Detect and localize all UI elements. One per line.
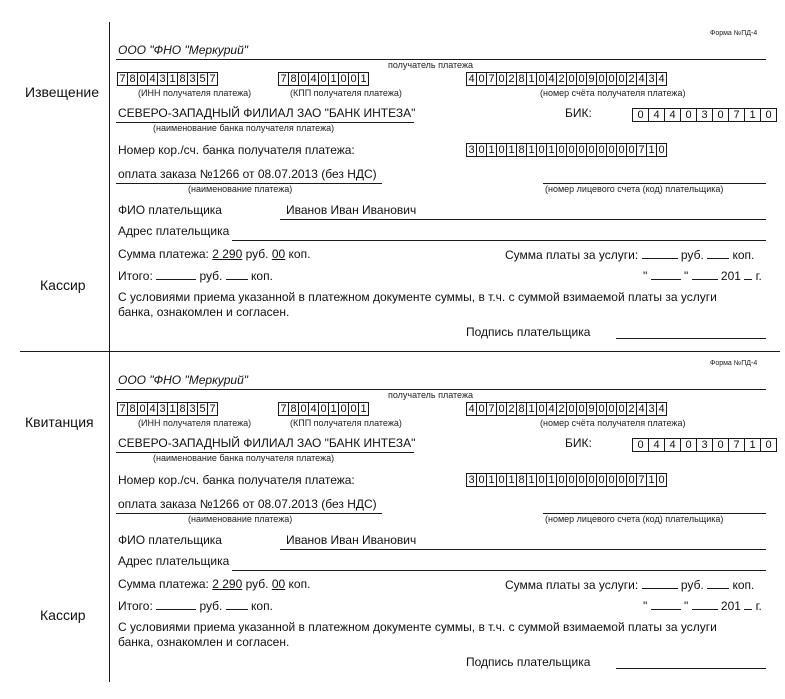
service-kop-blank (707, 247, 729, 259)
digit-box: 3 (188, 402, 198, 416)
digit-box: 5 (198, 402, 208, 416)
digit-box: 0 (627, 143, 637, 157)
signature-label: Подпись плательщика (466, 325, 591, 339)
payment-purpose: оплата заказа №1266 от 08.07.2013 (без НДС) (118, 497, 377, 511)
date-day-blank (651, 598, 681, 610)
digit-box: 7 (487, 402, 497, 416)
digit-box: 4 (657, 72, 667, 86)
total-kop-blank (226, 268, 248, 280)
digit-box: 0 (657, 473, 667, 487)
digit-box: 8 (128, 72, 138, 86)
payer-fio: Иванов Иван Иванович (286, 203, 417, 217)
kpp-boxes (278, 402, 369, 416)
digit-box: 1 (487, 143, 497, 157)
digit-box: 4 (547, 72, 557, 86)
bik-label: БИК: (565, 436, 592, 450)
digit-box: 7 (208, 72, 218, 86)
digit-box: 1 (507, 473, 517, 487)
digit-box: 0 (349, 72, 359, 86)
bik-label: БИК: (565, 106, 592, 120)
digit-box: 0 (477, 473, 487, 487)
digit-box: 4 (665, 438, 681, 452)
date-quote-close: " (683, 269, 689, 283)
payer-fio-label: ФИО плательщика (118, 203, 222, 217)
digit-box: 8 (517, 143, 527, 157)
inn-boxes (117, 72, 218, 86)
signature-underline (616, 338, 766, 339)
total-rub-blank (156, 598, 196, 610)
payer-address-label: Адрес плательщика (118, 224, 230, 238)
digit-box: 4 (649, 108, 665, 122)
digit-box: 0 (587, 473, 597, 487)
digit-box: 4 (637, 402, 647, 416)
payment-slip (0, 352, 785, 682)
total-kop-blank (226, 598, 248, 610)
service-kop-blank (707, 577, 729, 589)
total-row (118, 598, 273, 613)
sum-rub: 2 290 (212, 577, 243, 591)
total-rub-unit: руб. (199, 269, 223, 283)
digit-box: 0 (497, 143, 507, 157)
digit-box: 0 (617, 143, 627, 157)
digit-box: 1 (168, 402, 178, 416)
digit-box: 1 (527, 72, 537, 86)
address-underline (232, 240, 766, 241)
service-label: Сумма платы за услуги: (505, 248, 639, 262)
digit-box: 1 (745, 108, 761, 122)
date-quote-close: " (683, 599, 689, 613)
digit-box: 8 (289, 72, 299, 86)
digit-box: 1 (329, 402, 339, 416)
recipient-label: получатель платежа (388, 60, 473, 70)
digit-box: 4 (657, 402, 667, 416)
digit-box: 1 (527, 143, 537, 157)
date-quote-open: " (643, 269, 648, 283)
digit-box: 0 (349, 402, 359, 416)
consent-line-2: банка, ознакомлен и согласен. (118, 635, 290, 649)
kpp-label: (КПП получателя платежа) (290, 418, 402, 428)
digit-box: 1 (527, 402, 537, 416)
digit-box: 5 (198, 72, 208, 86)
digit-box: 4 (665, 108, 681, 122)
consent-line-1: С условиями приема указанной в платежном документе суммы, в т.ч. с суммой взимаемой платы за услуги (118, 620, 717, 634)
digit-box: 2 (627, 72, 637, 86)
digit-box: 0 (681, 438, 697, 452)
date-day-blank (651, 268, 681, 280)
digit-box: 8 (289, 402, 299, 416)
inn-label: (ИНН получателя платежа) (138, 418, 252, 428)
inn-boxes (117, 402, 218, 416)
digit-box: 8 (178, 402, 188, 416)
digit-box: 8 (178, 72, 188, 86)
digit-box: 4 (467, 72, 477, 86)
digit-box: 0 (607, 402, 617, 416)
digit-box: 8 (517, 402, 527, 416)
digit-box: 1 (487, 473, 497, 487)
sum-label: Сумма платежа: (118, 247, 209, 261)
sum-label: Сумма платежа: (118, 577, 209, 591)
slip-type-label: Извещение (25, 84, 100, 100)
digit-box: 7 (118, 72, 128, 86)
digit-box: 1 (547, 143, 557, 157)
digit-box: 7 (637, 473, 647, 487)
account-label: (номер счёта получателя платежа) (540, 418, 686, 428)
digit-box: 0 (761, 438, 777, 452)
digit-box: 7 (279, 72, 289, 86)
digit-box: 2 (557, 402, 567, 416)
digit-box: 0 (761, 108, 777, 122)
digit-box: 4 (148, 72, 158, 86)
digit-box: 0 (617, 473, 627, 487)
digit-box: 7 (729, 438, 745, 452)
digit-box: 1 (329, 72, 339, 86)
digit-box: 1 (647, 143, 657, 157)
date-year-unit: г. (755, 599, 762, 613)
digit-box: 0 (713, 108, 729, 122)
purpose-label: (наименование платежа) (188, 514, 293, 524)
digit-box: 1 (507, 143, 517, 157)
digit-box: 0 (607, 473, 617, 487)
date-row (643, 598, 762, 613)
bik-boxes (632, 108, 777, 122)
digit-box: 0 (497, 402, 507, 416)
corr-account-label: Номер кор./сч. банка получателя платежа: (118, 143, 355, 157)
digit-box: 2 (507, 402, 517, 416)
digit-box: 4 (309, 402, 319, 416)
digit-box: 0 (617, 72, 627, 86)
bank-name: СЕВЕРО-ЗАПАДНЫЙ ФИЛИАЛ ЗАО "БАНК ИНТЕЗА" (118, 106, 416, 120)
consent-line-1: С условиями приема указанной в платежном документе суммы, в т.ч. с суммой взимаемой платы за услуги (118, 290, 717, 304)
digit-box: 0 (537, 72, 547, 86)
form-number: Форма №ПД-4 (710, 360, 758, 367)
digit-box: 1 (647, 473, 657, 487)
corr-account-label: Номер кор./сч. банка получателя платежа: (118, 473, 355, 487)
digit-box: 0 (627, 473, 637, 487)
total-row (118, 268, 273, 283)
digit-box: 3 (647, 72, 657, 86)
digit-box: 8 (128, 402, 138, 416)
date-year: 201 (720, 269, 741, 283)
bik-boxes (632, 438, 777, 452)
digit-box: 0 (597, 143, 607, 157)
digit-box: 3 (697, 108, 713, 122)
payment-purpose: оплата заказа №1266 от 08.07.2013 (без НДС) (118, 167, 377, 181)
digit-box: 0 (537, 402, 547, 416)
purpose-label: (наименование платежа) (188, 184, 293, 194)
payment-slip (0, 22, 785, 352)
signature-label: Подпись плательщика (466, 655, 591, 669)
digit-box: 0 (497, 72, 507, 86)
total-rub-blank (156, 268, 196, 280)
recipient-name: ООО "ФНО "Меркурий" (118, 43, 249, 57)
total-kop-unit: коп. (251, 599, 273, 613)
digit-box: 0 (577, 143, 587, 157)
digit-box: 7 (487, 72, 497, 86)
digit-box: 0 (681, 108, 697, 122)
cashier-label: Кассир (40, 607, 86, 623)
recipient-label: получатель платежа (388, 390, 473, 400)
signature-underline (616, 668, 766, 669)
total-rub-unit: руб. (199, 599, 223, 613)
digit-box: 0 (537, 143, 547, 157)
digit-box: 0 (477, 402, 487, 416)
bank-name-label: (наименование банка получателя платежа) (153, 123, 335, 133)
digit-box: 1 (168, 72, 178, 86)
consent-line-2: банка, ознакомлен и согласен. (118, 305, 290, 319)
digit-box: 0 (567, 143, 577, 157)
total-label: Итого: (118, 599, 153, 613)
fio-underline (280, 219, 766, 220)
sum-kop: 00 (271, 247, 286, 261)
digit-box: 7 (279, 402, 289, 416)
digit-box: 1 (359, 72, 369, 86)
digit-box: 3 (697, 438, 713, 452)
digit-box: 0 (607, 72, 617, 86)
digit-box: 7 (637, 143, 647, 157)
digit-box: 0 (713, 438, 729, 452)
service-rub-unit: руб. (680, 248, 704, 262)
payer-fio: Иванов Иван Иванович (286, 533, 417, 547)
date-year-blank (744, 598, 752, 610)
service-kop-unit: коп. (732, 248, 755, 262)
digit-box: 0 (567, 72, 577, 86)
digit-box: 0 (299, 402, 309, 416)
service-fee-row (505, 247, 754, 262)
service-rub-blank (642, 247, 678, 259)
digit-box: 0 (497, 473, 507, 487)
service-rub-blank (642, 577, 678, 589)
account-label: (номер счёта получателя платежа) (540, 88, 686, 98)
date-quote-open: " (643, 599, 648, 613)
service-kop-unit: коп. (732, 578, 755, 592)
date-year-blank (744, 268, 752, 280)
digit-box: 0 (577, 72, 587, 86)
digit-box: 4 (649, 438, 665, 452)
digit-box: 3 (467, 473, 477, 487)
date-row (643, 268, 762, 283)
digit-box: 8 (517, 473, 527, 487)
date-year-unit: г. (755, 269, 762, 283)
personal-account-label: (номер лицевого счета (код) плательщика) (545, 184, 724, 194)
kpp-label: (КПП получателя платежа) (290, 88, 402, 98)
digit-box: 0 (339, 402, 349, 416)
payment-sum-row (118, 247, 310, 261)
digit-box: 0 (567, 473, 577, 487)
sum-rub: 2 290 (212, 247, 243, 261)
digit-box: 7 (729, 108, 745, 122)
account-boxes (466, 72, 667, 86)
digit-box: 0 (597, 473, 607, 487)
digit-box: 8 (517, 72, 527, 86)
sum-rub-unit: руб. (245, 247, 269, 261)
sum-kop-unit: коп. (288, 247, 311, 261)
digit-box: 0 (319, 72, 329, 86)
digit-box: 3 (158, 72, 168, 86)
digit-box: 0 (633, 108, 649, 122)
bank-name-label: (наименование банка получателя платежа) (153, 453, 335, 463)
digit-box: 3 (188, 72, 198, 86)
digit-box: 0 (138, 402, 148, 416)
digit-box: 0 (597, 402, 607, 416)
digit-box: 3 (647, 402, 657, 416)
fio-underline (280, 549, 766, 550)
cashier-label: Кассир (40, 277, 86, 293)
sum-rub-unit: руб. (245, 577, 269, 591)
digit-box: 0 (319, 402, 329, 416)
sum-kop: 00 (271, 577, 286, 591)
payer-fio-label: ФИО плательщика (118, 533, 222, 547)
account-boxes (466, 402, 667, 416)
digit-box: 0 (657, 143, 667, 157)
digit-box: 4 (309, 72, 319, 86)
digit-box: 0 (557, 143, 567, 157)
digit-box: 4 (547, 402, 557, 416)
digit-box: 1 (547, 473, 557, 487)
digit-box: 2 (627, 402, 637, 416)
digit-box: 4 (637, 72, 647, 86)
digit-box: 9 (587, 402, 597, 416)
digit-box: 0 (607, 143, 617, 157)
digit-box: 7 (118, 402, 128, 416)
total-label: Итого: (118, 269, 153, 283)
recipient-name: ООО "ФНО "Меркурий" (118, 373, 249, 387)
digit-box: 2 (557, 72, 567, 86)
sum-kop-unit: коп. (288, 577, 311, 591)
corr-account-boxes (466, 143, 667, 157)
total-kop-unit: коп. (251, 269, 273, 283)
service-fee-row (505, 577, 754, 592)
digit-box: 0 (299, 72, 309, 86)
digit-box: 0 (477, 143, 487, 157)
digit-box: 7 (208, 402, 218, 416)
payment-sum-row (118, 577, 310, 591)
digit-box: 2 (507, 72, 517, 86)
digit-box: 0 (617, 402, 627, 416)
digit-box: 0 (577, 402, 587, 416)
inn-label: (ИНН получателя платежа) (138, 88, 252, 98)
service-rub-unit: руб. (680, 578, 704, 592)
address-underline (232, 570, 766, 571)
service-label: Сумма платы за услуги: (505, 578, 639, 592)
digit-box: 0 (557, 473, 567, 487)
date-month-blank (692, 598, 718, 610)
digit-box: 0 (477, 72, 487, 86)
digit-box: 0 (597, 72, 607, 86)
digit-box: 1 (359, 402, 369, 416)
digit-box: 0 (577, 473, 587, 487)
form-number: Форма №ПД-4 (710, 30, 758, 37)
digit-box: 0 (567, 402, 577, 416)
digit-box: 4 (467, 402, 477, 416)
digit-box: 0 (339, 72, 349, 86)
digit-box: 3 (467, 143, 477, 157)
date-month-blank (692, 268, 718, 280)
date-year: 201 (720, 599, 741, 613)
corr-account-boxes (466, 473, 667, 487)
digit-box: 0 (587, 143, 597, 157)
digit-box: 0 (138, 72, 148, 86)
digit-box: 0 (633, 438, 649, 452)
digit-box: 4 (148, 402, 158, 416)
digit-box: 3 (158, 402, 168, 416)
digit-box: 1 (527, 473, 537, 487)
payer-address-label: Адрес плательщика (118, 554, 230, 568)
digit-box: 1 (745, 438, 761, 452)
slip-type-label: Квитанция (25, 414, 94, 430)
digit-box: 9 (587, 72, 597, 86)
personal-account-label: (номер лицевого счета (код) плательщика) (545, 514, 724, 524)
digit-box: 0 (537, 473, 547, 487)
bank-name: СЕВЕРО-ЗАПАДНЫЙ ФИЛИАЛ ЗАО "БАНК ИНТЕЗА" (118, 436, 416, 450)
kpp-boxes (278, 72, 369, 86)
